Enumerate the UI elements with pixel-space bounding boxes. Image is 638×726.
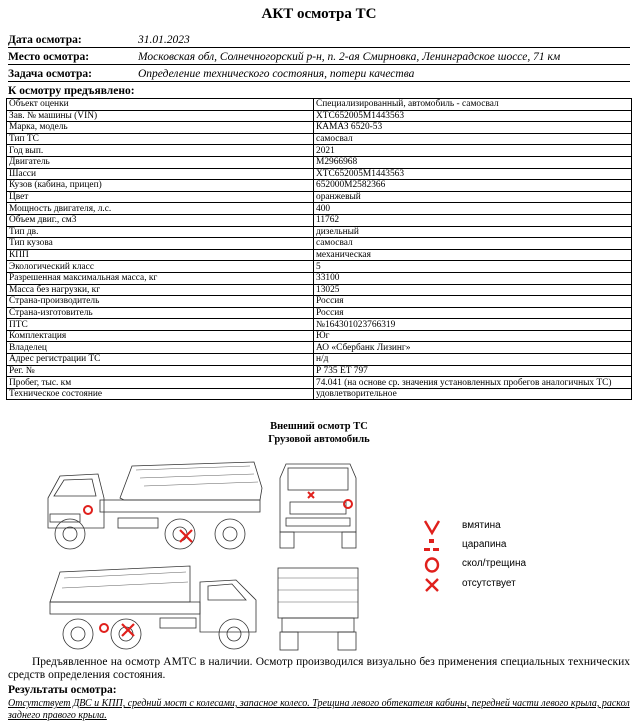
table-row — [7, 168, 632, 180]
table-cell-value: 400 — [314, 203, 632, 215]
table-cell-label: Тип дв. — [7, 226, 314, 238]
table-cell-value: самосвал — [314, 133, 632, 145]
table-cell-value: Р 735 ЕТ 797 — [314, 365, 632, 377]
table-cell-value: XTC652005M1443563 — [314, 110, 632, 122]
table-cell-value: 11762 — [314, 214, 632, 226]
table-cell-value: механическая — [314, 249, 632, 261]
meta-key: Место осмотра: — [8, 51, 90, 63]
table-cell-value: 74.041 (на основе ср. значения установленных пробегов аналогичных ТС) — [314, 377, 632, 389]
meta-key: Дата осмотра: — [8, 34, 82, 46]
table-cell-label: Зав. № машины (VIN) — [7, 110, 314, 122]
table-cell-value: самосвал — [314, 238, 632, 250]
chip-icon — [422, 556, 442, 574]
meta-key: Задача осмотра: — [8, 68, 92, 80]
table-row — [7, 122, 632, 134]
damage-mark-chip — [100, 624, 108, 632]
table-cell-label: Цвет — [7, 191, 314, 203]
meta-row-place — [8, 50, 630, 65]
diagram-title: Внешний осмотр ТС — [270, 421, 368, 432]
section-title-presented: К осмотру предъявлено: — [8, 85, 135, 97]
table-row — [7, 110, 632, 122]
table-row — [7, 191, 632, 203]
table-cell-value: н/д — [314, 354, 632, 366]
table-row — [7, 319, 632, 331]
meta-row-task — [8, 67, 630, 82]
table-cell-value: Юг — [314, 330, 632, 342]
table-cell-label: Страна-производитель — [7, 296, 314, 308]
truck-right-side-drawing — [40, 562, 270, 657]
inspection-table — [6, 98, 632, 400]
table-row — [7, 133, 632, 145]
table-cell-value: 5 — [314, 261, 632, 273]
table-cell-value: Россия — [314, 307, 632, 319]
damage-mark-chip — [84, 506, 92, 514]
damage-mark-missing — [308, 492, 314, 498]
table-row — [7, 249, 632, 261]
table-row — [7, 180, 632, 192]
table-cell-value: 33100 — [314, 272, 632, 284]
table-row — [7, 354, 632, 366]
meta-value: Московская обл, Солнечногорский р-н, п. 2-ая Смирновка, Ленинградское шоссе, 71 км — [138, 51, 561, 63]
legend-item-chip — [422, 556, 622, 574]
table-cell-label: ПТС — [7, 319, 314, 331]
legend-label: царапина — [462, 539, 507, 550]
truck-rear-drawing — [272, 562, 364, 654]
table-cell-value: КАМАЗ 6520-53 — [314, 122, 632, 134]
table-cell-label: Адрес регистрации ТС — [7, 354, 314, 366]
table-row — [7, 365, 632, 377]
table-row — [7, 261, 632, 273]
table-row — [7, 296, 632, 308]
table-cell-label: Мощность двигателя, л.с. — [7, 203, 314, 215]
legend-label: скол/трещина — [462, 558, 527, 569]
missing-icon — [422, 576, 442, 594]
results-title: Результаты осмотра: — [8, 684, 117, 696]
table-cell-label: Страна-изготовитель — [7, 307, 314, 319]
table-cell-label: Шасси — [7, 168, 314, 180]
meta-block — [8, 33, 630, 82]
table-row — [7, 272, 632, 284]
legend-label: вмятина — [462, 520, 501, 531]
table-cell-value: удовлетворительное — [314, 388, 632, 400]
table-cell-label: Марка, модель — [7, 122, 314, 134]
table-cell-value: оранжевый — [314, 191, 632, 203]
legend-item-dent — [422, 518, 622, 536]
legend-label: отсутствует — [462, 578, 516, 589]
truck-front-drawing — [272, 458, 364, 550]
table-cell-value: XTC652005M1443563 — [314, 168, 632, 180]
diagram-subtitle: Грузовой автомобиль — [268, 434, 370, 445]
table-cell-label: Двигатель — [7, 156, 314, 168]
table-cell-value: 652000М2582366 — [314, 180, 632, 192]
table-cell-label: КПП — [7, 249, 314, 261]
damage-mark-missing — [180, 530, 192, 542]
table-cell-label: Пробег, тыс. км — [7, 377, 314, 389]
dent-icon — [422, 518, 442, 536]
meta-value: 31.01.2023 — [138, 34, 190, 46]
meta-value: Определение технического состояния, потери качества — [138, 68, 415, 80]
table-row — [7, 156, 632, 168]
table-cell-label: Комплектация — [7, 330, 314, 342]
legend-item-scratch — [422, 537, 622, 555]
table-cell-value: М2966968 — [314, 156, 632, 168]
truck-left-side-drawing — [40, 458, 270, 558]
table-row — [7, 342, 632, 354]
table-row — [7, 238, 632, 250]
table-cell-value: 2021 — [314, 145, 632, 157]
table-cell-value: 13025 — [314, 284, 632, 296]
table-row — [7, 214, 632, 226]
table-cell-label: Рег. № — [7, 365, 314, 377]
legend-item-missing — [422, 576, 622, 594]
document-title: АКТ осмотра ТС — [261, 6, 377, 22]
table-row — [7, 377, 632, 389]
table-row — [7, 388, 632, 400]
inspection-note: Предъявленное на осмотр АМТС в наличии. Осмотр производился визуально без применения специальных технических средств определения состояния. — [8, 656, 630, 681]
table-row — [7, 145, 632, 157]
table-row — [7, 284, 632, 296]
table-row — [7, 203, 632, 215]
table-cell-value: Россия — [314, 296, 632, 308]
table-cell-label: Объем двиг., см3 — [7, 214, 314, 226]
table-cell-value: дизельный — [314, 226, 632, 238]
scratch-icon — [422, 537, 442, 555]
table-row — [7, 99, 632, 111]
table-cell-label: Масса без нагрузки, кг — [7, 284, 314, 296]
meta-row-date — [8, 33, 630, 48]
table-cell-value: №164301023766319 — [314, 319, 632, 331]
table-row — [7, 330, 632, 342]
results-text: Отсутствует ДВС и КПП, средний мост с колесами, запасное колесо. Трещина левого обтекателя кабины, передней части левого крыла, раскол заднего правого крыла. — [8, 698, 630, 721]
table-cell-label: Тип ТС — [7, 133, 314, 145]
table-row — [7, 307, 632, 319]
table-row — [7, 226, 632, 238]
table-cell-label: Год вып. — [7, 145, 314, 157]
table-cell-label: Экологический класс — [7, 261, 314, 273]
table-cell-label: Тип кузова — [7, 238, 314, 250]
table-cell-label: Техническое состояние — [7, 388, 314, 400]
table-cell-value: АО «Сбербанк Лизинг» — [314, 342, 632, 354]
table-cell-label: Разрешенная максимальная масса, кг — [7, 272, 314, 284]
table-cell-label: Объект оценки — [7, 99, 314, 111]
table-cell-value: Специализированный, автомобиль - самосвал — [314, 99, 632, 111]
table-cell-label: Кузов (кабина, прицеп) — [7, 180, 314, 192]
damage-mark-chip — [344, 500, 352, 508]
table-cell-label: Владелец — [7, 342, 314, 354]
